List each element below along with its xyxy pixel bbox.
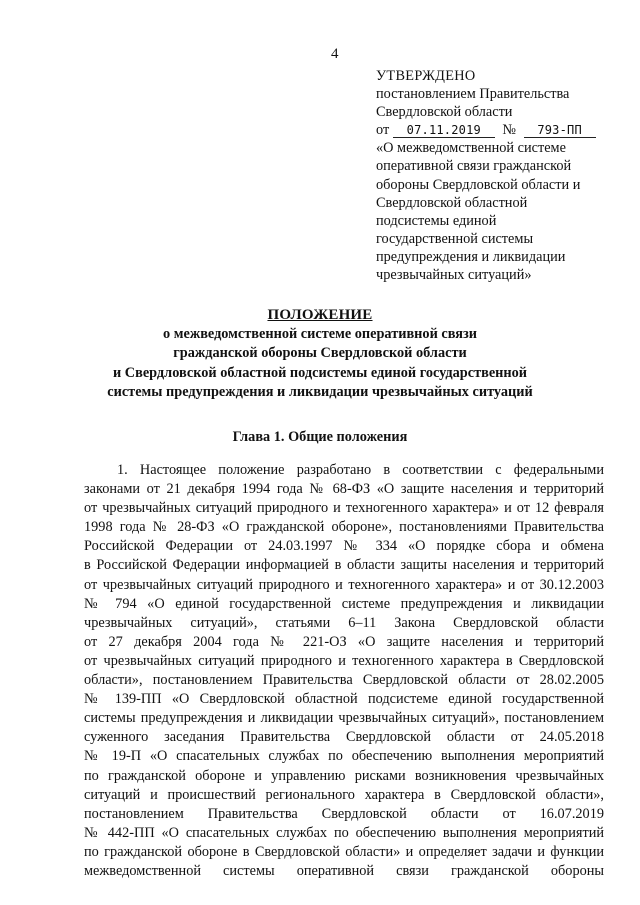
approval-title-line: «О межведомственной системе <box>376 140 566 157</box>
body-line: 1998 года № 28-ФЗ «О гражданской обороне», постановлениями Правительства <box>84 519 604 536</box>
approval-title-line: обороны Свердловской области и <box>376 176 581 193</box>
document-subtitle-line: о межведомственной системе оперативной связи <box>163 326 477 343</box>
approval-date-line <box>376 121 608 139</box>
body-line: суженного заседания Правительства Свердловской области от 24.05.2018 <box>84 729 604 746</box>
document-main-title: ПОЛОЖЕНИЕ <box>267 307 373 323</box>
approval-title-line: Свердловской областной <box>376 194 528 211</box>
body-line: Российской Федерации от 24.03.1997 № 334 «О порядке сбора и обмена <box>84 538 604 555</box>
approval-date: 07.11.2019 <box>393 123 495 138</box>
body-line: от чрезвычайных ситуаций природного и техногенного характера» и от 12 февраля <box>84 500 604 517</box>
body-line: системы предупреждения и ликвидации чрезвычайных ситуаций», постановлением <box>84 710 604 727</box>
approval-title-line: подсистемы единой <box>376 212 497 229</box>
body-line: чрезвычайных ситуаций», статьями 6–11 Закона Свердловской области <box>84 614 604 631</box>
document-subtitle-line: системы предупреждения и ликвидации чрезвычайных ситуаций <box>107 383 533 400</box>
body-line: № 139-ПП «О Свердловской областной подсистеме единой государственной <box>84 691 604 708</box>
approval-title-line: оперативной связи гражданской <box>376 158 572 175</box>
body-line: межведомственной системы оперативной связи гражданской обороны <box>84 862 604 879</box>
date-prefix: от <box>376 122 390 139</box>
body-line: постановлением Правительства Свердловской области от 16.07.2019 <box>84 805 604 822</box>
body-line: от 27 декабря 2004 года № 221-ОЗ «О защите населения и территорий <box>84 633 604 650</box>
body-line: 1. Настоящее положение разработано в соответствии с федеральными <box>117 462 604 478</box>
approval-line-1: постановлением Правительства <box>376 86 570 103</box>
approval-heading: УТВЕРЖДЕНО <box>376 68 476 84</box>
approval-number: 793-ПП <box>524 123 596 138</box>
body-line: № 19-П «О спасательных службах по обеспечению выполнения мероприятий <box>84 748 604 765</box>
document-title <box>40 306 600 402</box>
chapter-heading: Глава 1. Общие положения <box>232 429 408 445</box>
body-line: ситуаций и происшествий регионального характера в Свердловской области», <box>84 786 604 803</box>
approval-title-line: чрезвычайных ситуаций» <box>376 267 532 284</box>
body-line: области», постановлением Правительства Свердловской области от 28.02.2005 <box>84 672 604 689</box>
approval-block <box>376 67 608 284</box>
body-line: № 794 «О единой государственной системе предупреждения и ликвидации <box>84 595 604 612</box>
approval-title-line: государственной системы <box>376 230 534 247</box>
body-line: № 442-ПП «О спасательных службах по обеспечению выполнения мероприятий <box>84 824 604 841</box>
approval-title-line: предупреждения и ликвидации <box>376 248 566 265</box>
document-subtitle-line: и Свердловской областной подсистемы единой государственной <box>112 364 528 381</box>
body-paragraph <box>84 461 604 881</box>
approval-line-2: Свердловской области <box>376 104 513 121</box>
body-line: от чрезвычайных ситуаций природного и техногенного характера» и от 30.12.2003 <box>84 576 604 593</box>
document-subtitle-line: гражданской обороны Свердловской области <box>173 345 467 362</box>
body-line: от чрезвычайных ситуаций природного и техногенного характера в Свердловской <box>84 652 604 669</box>
body-line: в Российской Федерации информацией в области защиты населения и территорий <box>84 557 604 574</box>
page-number: 4 <box>331 46 339 62</box>
body-line: по гражданской обороне и управлению рисками возникновения чрезвычайных <box>84 767 604 784</box>
body-line: законами от 21 декабря 1994 года № 68-ФЗ «О защите населения и территорий <box>84 481 604 498</box>
number-prefix: № <box>502 122 517 139</box>
body-line: по гражданской обороне в Свердловской области» и определяет задачи и функции <box>84 843 604 860</box>
